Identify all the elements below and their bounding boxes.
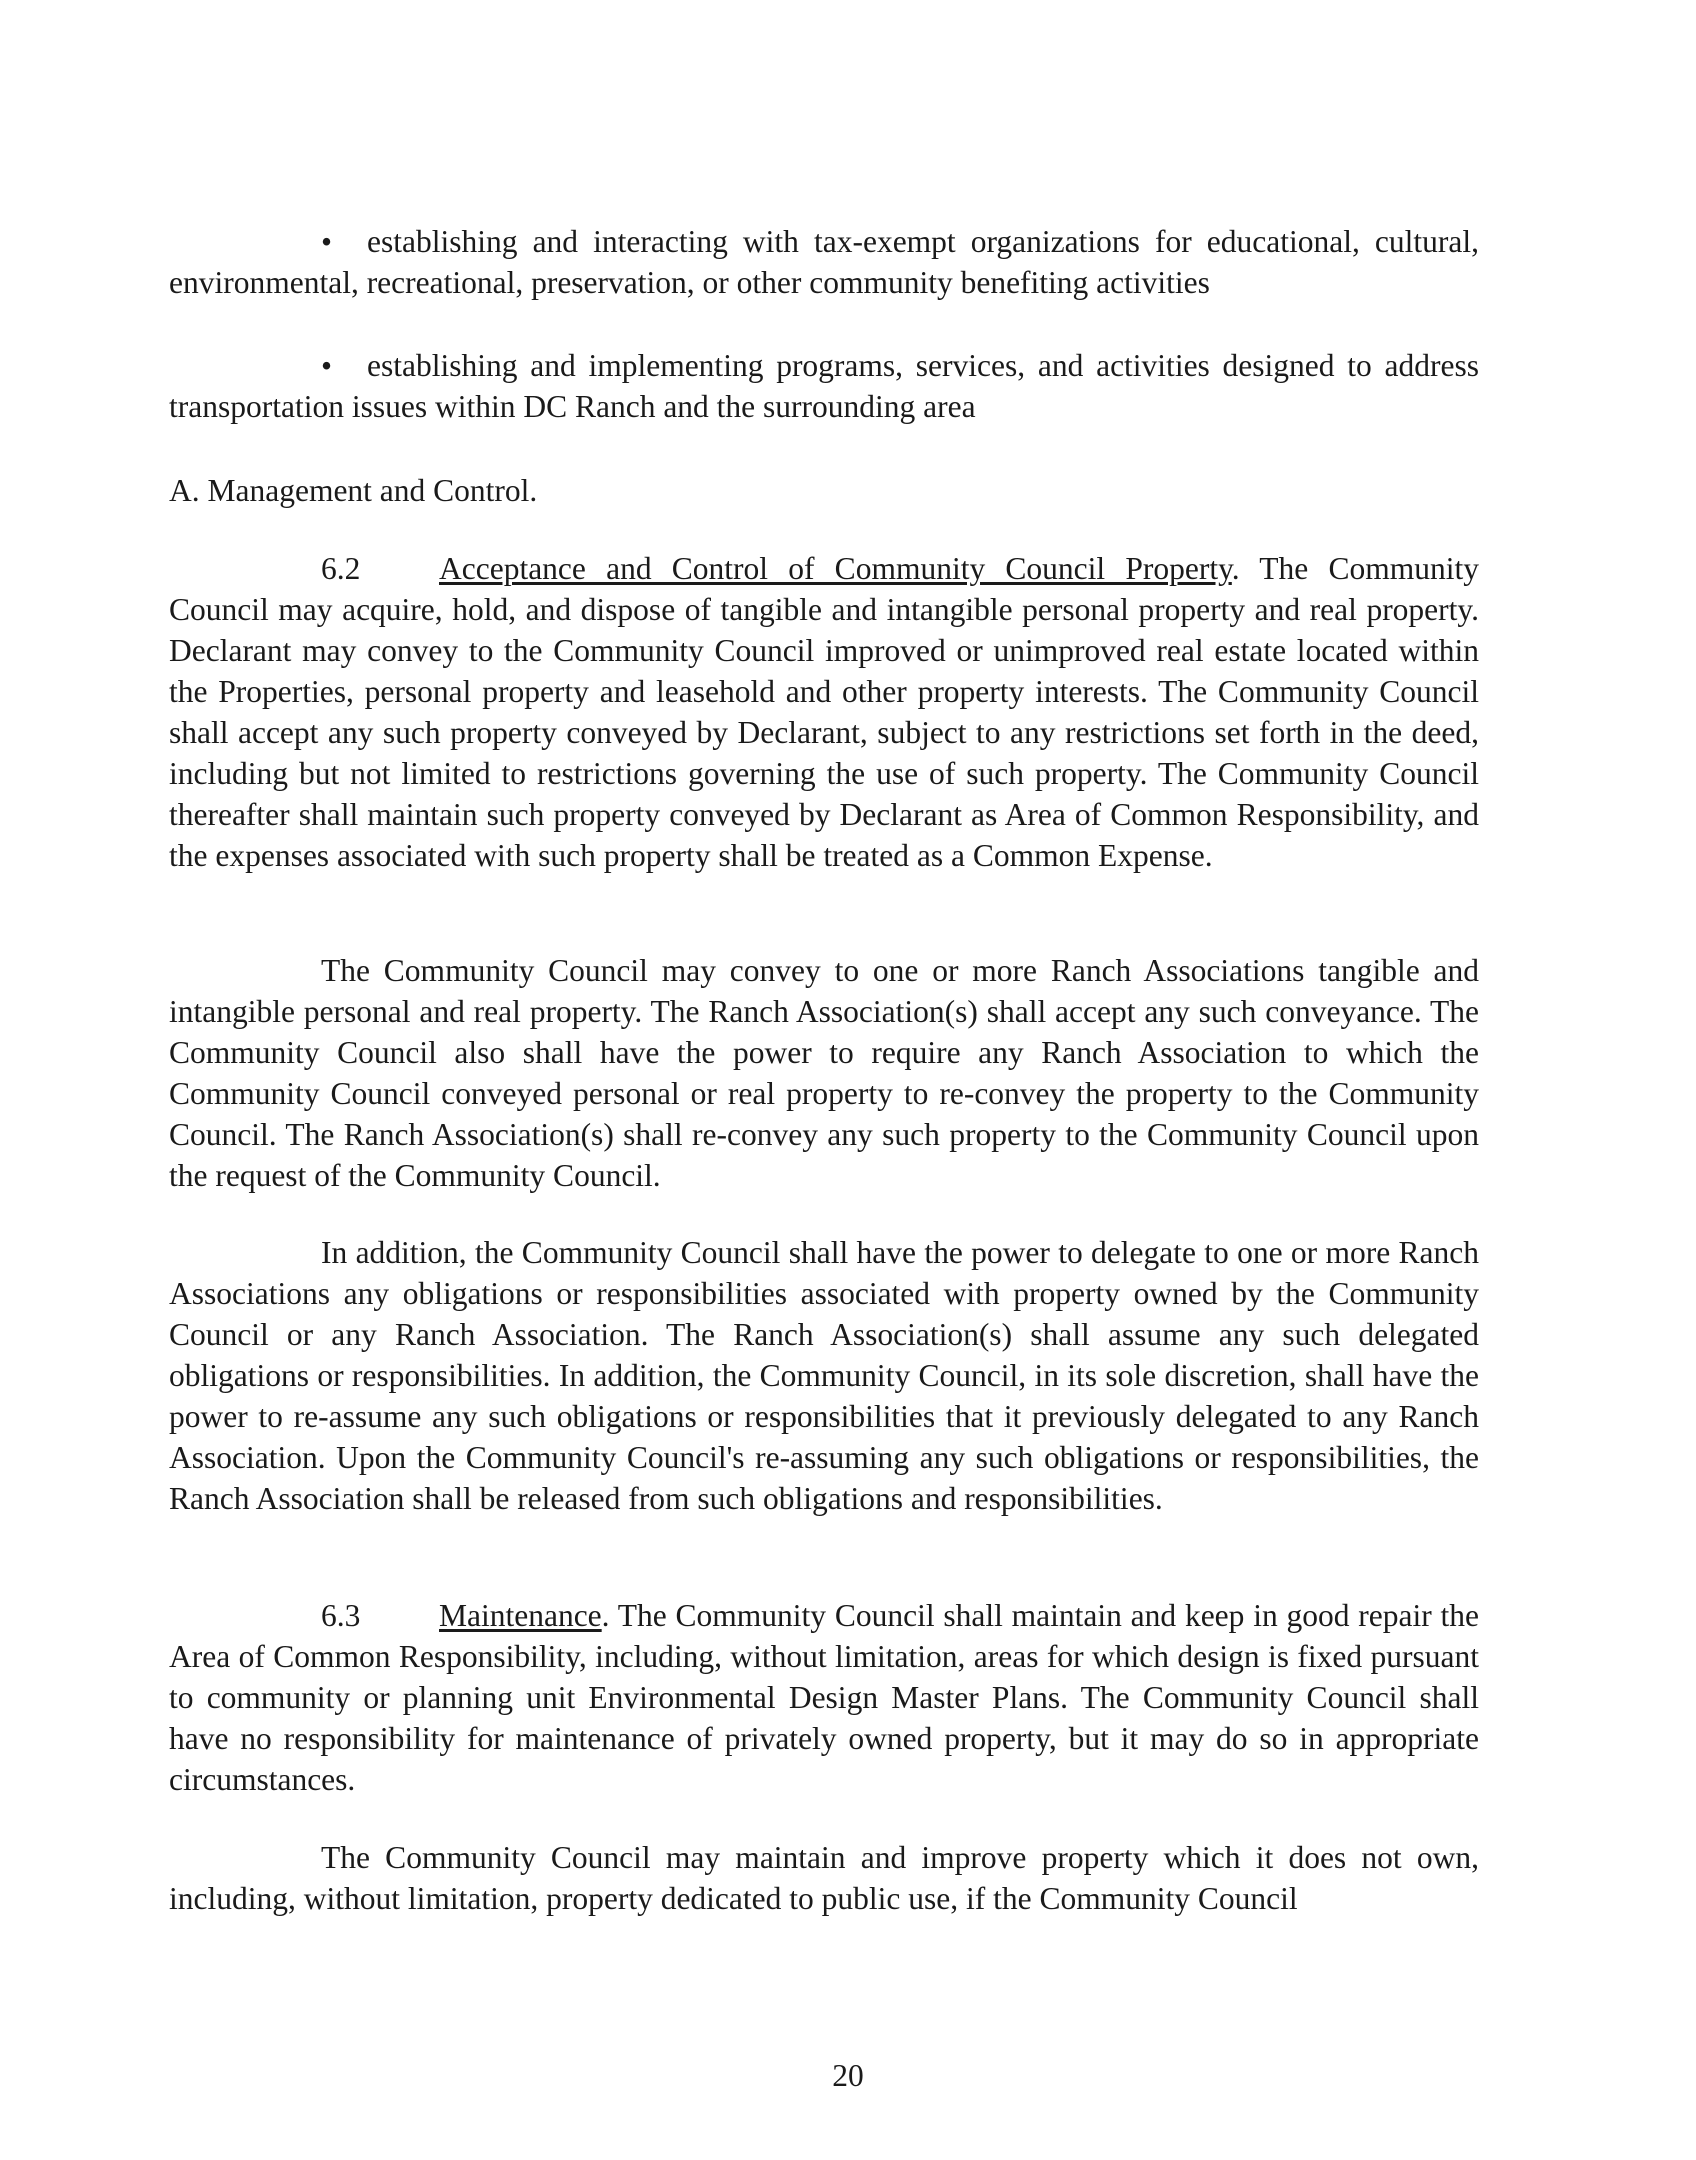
section-6-2-paragraph-conveyance: The Community Council may convey to one or more Ranch Associations tangible and intangible personal and real property. The Ranch Association(s) shall accept any such conveyance. The Community Council also shall have the power to require any Ranch Association to which the Community Council conveyed personal or real property to re-convey the property to the Community Council. The Ranch Association(s) shall re-convey any such property to the Community Council upon the request of the Community Council.	[169, 953, 1479, 1193]
bullet-item-transportation	[169, 345, 1479, 427]
section-title: Acceptance and Control of Community Council Property	[439, 551, 1232, 586]
section-title: Maintenance	[439, 1598, 602, 1633]
page-number: 20	[832, 2058, 864, 2093]
bullet-text: establishing and interacting with tax-exempt organizations for educational, cultural, environmental, recreational, preservation, or other community benefiting activities	[169, 224, 1479, 300]
section-title-period: .	[601, 1598, 610, 1633]
section-body: The Community Council may acquire, hold, and dispose of tangible and intangible personal property and real property. Declarant may convey to the Community Council improved or unimproved real estate located within the Properties, personal property and leasehold and other property interests. The Community Council shall accept any such property conveyed by Declarant, subject to any restrictions set forth in the deed, including but not limited to restrictions governing the use of such property. The Community Council thereafter shall maintain such property conveyed by Declarant as Area of Common Responsibility, and the expenses associated with such property shall be treated as a Common Expense.	[169, 551, 1480, 873]
section-body: The Community Council shall maintain and keep in good repair the Area of Common Responsibility, including, without limitation, areas for which design is fixed pursuant to community or planning unit Environmental Design Master Plans. The Community Council shall have no responsibility for maintenance of privately owned property, but it may do so in appropriate circumstances.	[169, 1598, 1479, 1797]
section-number: 6.3	[321, 1598, 361, 1633]
heading-management-and-control: A. Management and Control.	[169, 473, 538, 508]
section-6-2-paragraph	[169, 548, 1479, 876]
section-6-2-paragraph-delegation: In addition, the Community Council shall have the power to delegate to one or more Ranch Associations any obligations or responsibilities associated with property owned by the Community Council or any Ranch Association. The Ranch Association(s) shall assume any such delegated obligations or responsibilities. In addition, the Community Council, in its sole discretion, shall have the power to re-assume any such obligations or responsibilities that it previously delegated to any Ranch Association. Upon the Community Council's re-assuming any such obligations or responsibilities, the Ranch Association shall be released from such obligations and responsibilities.	[169, 1235, 1479, 1516]
bullet-text: establishing and implementing programs, services, and activities designed to address transportation issues within DC Ranch and the surrounding area	[169, 348, 1479, 424]
section-number: 6.2	[321, 551, 361, 586]
section-6-3-paragraph-improve: The Community Council may maintain and improve property which it does not own, including, without limitation, property dedicated to public use, if the Community Council	[169, 1840, 1479, 1916]
section-title-period: .	[1231, 551, 1240, 586]
section-6-3-paragraph	[169, 1595, 1479, 1800]
bullet-marker: •	[321, 224, 333, 259]
bullet-marker: •	[321, 348, 333, 383]
bullet-item-tax-exempt	[169, 221, 1479, 303]
